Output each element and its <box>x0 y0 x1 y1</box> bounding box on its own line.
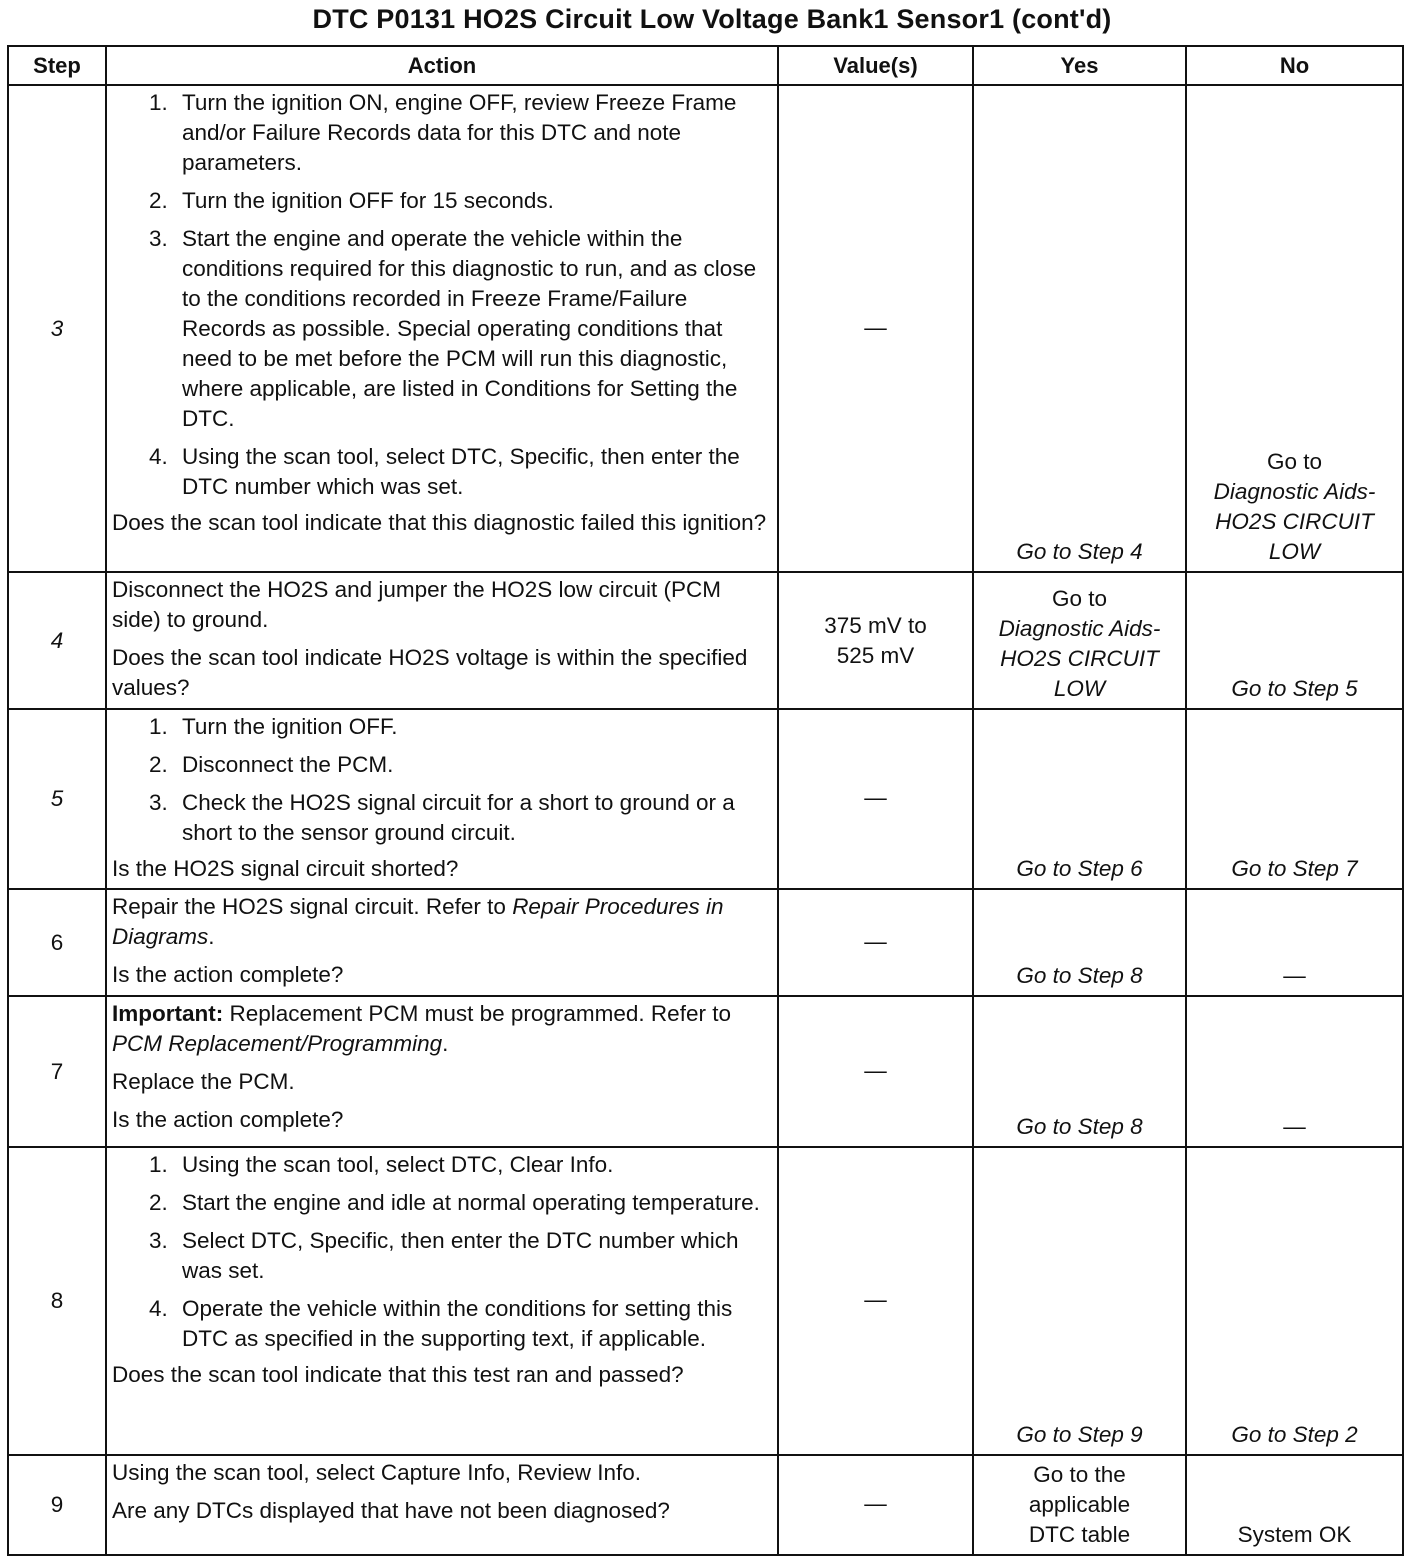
action-step: 3. Select DTC, Specific, then enter the DTC number which was set. <box>174 1226 773 1286</box>
header-yes: Yes <box>973 46 1186 85</box>
diagnostic-table <box>7 45 1404 1556</box>
header-step: Step <box>8 46 106 85</box>
yes-cell: Go to Step 8 <box>973 889 1186 996</box>
action-cell <box>106 889 778 996</box>
no-cell: — <box>1186 889 1403 996</box>
step-number: 4 <box>8 572 106 709</box>
value-cell: — <box>778 889 973 996</box>
action-steps <box>112 1150 773 1354</box>
yes-cell: Go to Step 4 <box>973 85 1186 572</box>
table-row <box>8 1455 1403 1555</box>
procedure-reference: Repair Procedures in Diagrams <box>112 894 724 949</box>
step-number: 6 <box>8 889 106 996</box>
no-cell: Go to Step 2 <box>1186 1147 1403 1455</box>
yes-prefix: Go to <box>1051 586 1108 611</box>
no-prefix: Go to <box>1266 449 1323 474</box>
step-number: 3 <box>8 85 106 572</box>
header-action: Action <box>106 46 778 85</box>
step-number: 5 <box>8 709 106 889</box>
value-cell: 375 mV to 525 mV <box>778 572 973 709</box>
yes-cell: Go to the applicable DTC table <box>973 1455 1186 1555</box>
action-cell <box>106 85 778 572</box>
table-row <box>8 1147 1403 1455</box>
action-question: Are any DTCs displayed that have not been diagnosed? <box>112 1498 670 1523</box>
yes-cell <box>973 572 1186 709</box>
action-step: 2. Disconnect the PCM. <box>174 750 773 780</box>
value-cell: — <box>778 1455 973 1555</box>
table-row <box>8 709 1403 889</box>
action-cell <box>106 1147 778 1455</box>
action-cell <box>106 709 778 889</box>
no-cell: Go to Step 7 <box>1186 709 1403 889</box>
action-question: Is the action complete? <box>112 962 344 987</box>
action-cell <box>106 996 778 1147</box>
value-cell: — <box>778 709 973 889</box>
page-title: DTC P0131 HO2S Circuit Low Voltage Bank1 Sensor1 (cont'd) <box>312 4 1112 34</box>
step-number: 7 <box>8 996 106 1147</box>
value-cell: — <box>778 85 973 572</box>
action-text-end: . <box>208 924 215 949</box>
important-label: Important: <box>112 1001 224 1026</box>
action-step: 2. Turn the ignition OFF for 15 seconds. <box>174 186 773 216</box>
action-question: Is the action complete? <box>112 1107 344 1132</box>
value-cell: — <box>778 1147 973 1455</box>
yes-cell: Go to Step 6 <box>973 709 1186 889</box>
action-text-lead: Repair the HO2S signal circuit. Refer to <box>112 894 506 919</box>
action-step: 4. Operate the vehicle within the conditions for setting this DTC as specified in the supporting text, if applicable. <box>174 1294 773 1354</box>
table-row <box>8 889 1403 996</box>
important-note <box>112 999 773 1059</box>
action-text: Replace the PCM. <box>112 1069 295 1094</box>
step-number: 9 <box>8 1455 106 1555</box>
table-row <box>8 572 1403 709</box>
no-cell: System OK <box>1186 1455 1403 1555</box>
yes-cell: Go to Step 8 <box>973 996 1186 1147</box>
action-step: 4. Using the scan tool, select DTC, Specific, then enter the DTC number which was set. <box>174 442 773 502</box>
action-step: 1. Turn the ignition ON, engine OFF, review Freeze Frame and/or Failure Records data for this DTC and note parameters. <box>174 88 773 178</box>
action-step: 1. Using the scan tool, select DTC, Clear Info. <box>174 1150 773 1180</box>
table-row <box>8 85 1403 572</box>
header-row <box>8 46 1403 85</box>
action-step: 3. Start the engine and operate the vehicle within the conditions required for this diagnostic to run, and as close to the conditions recorded in Freeze Frame/Failure Records as possible. Special operating conditions that need to be met before the PCM will run this diagnostic, where applicable, are listed in Conditions for Setting the DTC. <box>174 224 773 434</box>
action-step: 2. Start the engine and idle at normal operating temperature. <box>174 1188 773 1218</box>
action-steps <box>112 88 773 502</box>
value-cell: — <box>778 996 973 1147</box>
no-cell: — <box>1186 996 1403 1147</box>
procedure-reference: PCM Replacement/Programming <box>112 1031 443 1056</box>
action-text: Using the scan tool, select Capture Info, Review Info. <box>112 1460 642 1485</box>
yes-reference: Diagnostic Aids-HO2S CIRCUIT LOW <box>998 616 1161 701</box>
step-number: 8 <box>8 1147 106 1455</box>
action-question: Is the HO2S signal circuit shorted? <box>112 856 459 881</box>
action-cell <box>106 572 778 709</box>
important-end: . <box>442 1031 449 1056</box>
action-step: 3. Check the HO2S signal circuit for a short to ground or a short to the sensor ground circuit. <box>174 788 773 848</box>
action-text <box>112 892 773 952</box>
yes-cell: Go to Step 9 <box>973 1147 1186 1455</box>
no-cell <box>1186 85 1403 572</box>
action-text: Disconnect the HO2S and jumper the HO2S low circuit (PCM side) to ground. <box>112 577 721 632</box>
table-row <box>8 996 1403 1147</box>
action-step: 1. Turn the ignition OFF. <box>174 712 773 742</box>
no-cell: Go to Step 5 <box>1186 572 1403 709</box>
action-question: Does the scan tool indicate that this test ran and passed? <box>112 1362 684 1387</box>
action-question: Does the scan tool indicate HO2S voltage is within the specified values? <box>112 645 748 700</box>
action-question: Does the scan tool indicate that this diagnostic failed this ignition? <box>112 510 767 535</box>
no-reference: Diagnostic Aids-HO2S CIRCUIT LOW <box>1213 479 1376 564</box>
important-text: Replacement PCM must be programmed. Refer to <box>229 1001 731 1026</box>
action-steps <box>112 712 773 848</box>
action-cell <box>106 1455 778 1555</box>
header-no: No <box>1186 46 1403 85</box>
header-values: Value(s) <box>778 46 973 85</box>
